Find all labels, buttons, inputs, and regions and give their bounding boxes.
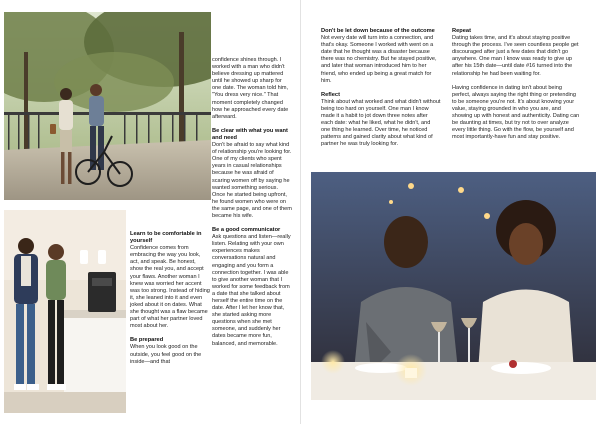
heading-comfortable: Learn to be comfortable in yourself — [130, 231, 202, 245]
col-a-intro: confidence shines through. I worked with a man who didn't believe dressing up mattered until he showed up sharp for one date. The woman told him, "You dress very nice." That moment completely changed how he approached every date afterward. — [212, 57, 289, 120]
photo-couple-kitchen — [4, 210, 126, 413]
right-column-1 — [321, 28, 441, 149]
photo-couple-dinner — [311, 172, 596, 400]
left-column-b — [130, 231, 210, 366]
body-repeat: Dating takes time, and it's about staying positive through the process. I've seen countless people get discouraged after just a few dates that didn't go anywhere. One man I know was ready to give up after his 15th date—until date #16 turned into the relationship he had been waiting for. — [452, 35, 579, 77]
heading-be-clear: Be clear with what you want and need — [212, 127, 288, 141]
heading-dont-be-let-down: Don't be let down because of the outcome — [321, 28, 435, 34]
closing-paragraph: Having confidence in dating isn't about being perfect, always saying the right thing or pretending to be someone you're not. It's about knowing your value, staying grounded in who you are, and showing up with honest and authenticity. Dating can be daunting at times, but try not to over analyze every little thing. Go with the flow, be yourself and most importantly-have fun and stay positive. — [452, 84, 580, 141]
body-good-communicator: Ask questions and listen—really listen. Relating with your own experiences makes conversations natural and engaging and you form a connection together. I was able to give another woman that I worked for some feedback from a date that she talked about herself the entire time on the date. After I let her know that, she started asking more questions when she met someone, and suddenly her dates became more fun, balanced, and memorable. — [212, 234, 291, 347]
body-be-prepared: When you look good on the outside, you feel good on the inside—and that — [130, 344, 202, 365]
right-column-2 — [452, 28, 580, 141]
body-comfortable: Confidence comes from embracing the way you look, act, and speak. Be honest, show the real you, and accept your flaws. Another woman I knew was worried her accent was too strong. Instead of hiding it, she leaned into it and even joked about it on dates. What she thought was a flaw became part of what her partner loved most about her. — [130, 245, 210, 330]
heading-reflect: Reflect — [321, 91, 340, 98]
heading-repeat: Repeat — [452, 28, 471, 34]
left-column-a — [212, 57, 292, 348]
body-be-clear: Don't be afraid to say what kind of relationship you're looking for. One of my clients who spent years in casual relationships because he was afraid of scaring women off by saying he wanted something serious. Once he started being upfront, he found women who were on the same page, and one of them became his wife. — [212, 142, 292, 219]
heading-be-prepared: Be prepared — [130, 337, 164, 344]
body-dont-be-let-down: Not every date will turn into a connection, and that's okay. Someone I worked with went on a date that he thought was a disaster because there was no chemistry. But he stayed positive, and later that woman introduced him to her friend, who ended up being a great match for him. — [321, 35, 437, 84]
right-page — [300, 0, 600, 424]
body-reflect: Think about what worked and what didn't without being too hard on yourself. One man I know made it a habit to jot down three notes after each date: what he liked, what he didn't, and one thing he learned. Over time, he noticed patterns and gained clarity about what kind of partner he was truly looking for. — [321, 98, 441, 148]
heading-good-communicator: Be a good communicator — [212, 227, 281, 234]
photo-couple-walking-park — [4, 12, 211, 200]
